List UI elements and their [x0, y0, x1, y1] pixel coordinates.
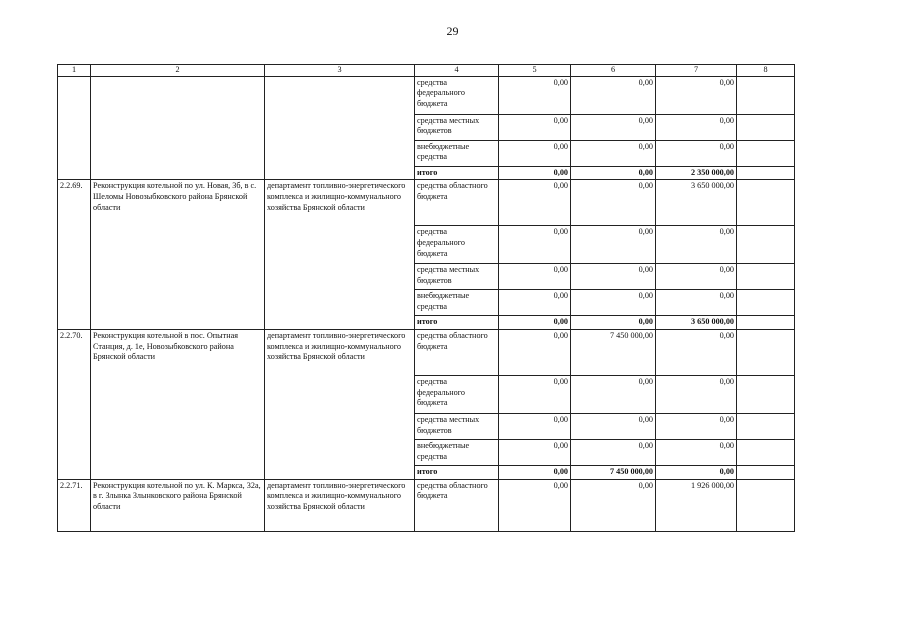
project-executor: департамент топливно-энергетического комплекса и жилищно-коммунального хозяйства Брянской области — [265, 479, 415, 531]
funding-source: средства местных бюджетов — [415, 264, 499, 290]
funding-source: средства областного бюджета — [415, 329, 499, 375]
value-col8 — [737, 479, 795, 531]
project-number: 2.2.69. — [58, 180, 91, 330]
value-col6: 0,00 — [571, 166, 656, 180]
value-col7: 3 650 000,00 — [656, 316, 737, 330]
funding-source: средства местных бюджетов — [415, 413, 499, 439]
value-col5: 0,00 — [499, 375, 571, 413]
value-col7: 0,00 — [656, 290, 737, 316]
project-executor: департамент топливно-энергетического комплекса и жилищно-коммунального хозяйства Брянской области — [265, 180, 415, 330]
header-cell: 5 — [499, 65, 571, 77]
funding-source: средства федерального бюджета — [415, 226, 499, 264]
value-col7: 0,00 — [656, 114, 737, 140]
value-col8 — [737, 226, 795, 264]
value-col8 — [737, 76, 795, 114]
value-col5: 0,00 — [499, 114, 571, 140]
funding-source: внебюджетные средства — [415, 290, 499, 316]
value-col6: 7 450 000,00 — [571, 329, 656, 375]
value-col6: 0,00 — [571, 140, 656, 166]
funding-source: средства местных бюджетов — [415, 114, 499, 140]
value-col7: 0,00 — [656, 465, 737, 479]
value-col8 — [737, 413, 795, 439]
value-col7: 0,00 — [656, 439, 737, 465]
value-col5: 0,00 — [499, 439, 571, 465]
value-col6: 0,00 — [571, 290, 656, 316]
value-col6: 0,00 — [571, 439, 656, 465]
header-cell: 2 — [91, 65, 265, 77]
value-col8 — [737, 439, 795, 465]
value-col8 — [737, 290, 795, 316]
value-col6: 7 450 000,00 — [571, 465, 656, 479]
funding-source: итого — [415, 316, 499, 330]
project-name: Реконструкция котельной по ул. Новая, 3б, в с. Шеломы Новозыбковского района Брянской области — [91, 180, 265, 330]
page-number: 29 — [446, 24, 459, 38]
table-row — [58, 76, 795, 114]
funding-source: итого — [415, 465, 499, 479]
budget-table — [57, 64, 795, 532]
value-col6: 0,00 — [571, 76, 656, 114]
value-col8 — [737, 316, 795, 330]
value-col6: 0,00 — [571, 479, 656, 531]
table-row — [58, 329, 795, 375]
header-row — [58, 65, 795, 77]
value-col7: 2 350 000,00 — [656, 166, 737, 180]
value-col6: 0,00 — [571, 264, 656, 290]
funding-source: средства областного бюджета — [415, 180, 499, 226]
value-col7: 0,00 — [656, 375, 737, 413]
value-col8 — [737, 264, 795, 290]
value-col5: 0,00 — [499, 329, 571, 375]
header-cell: 6 — [571, 65, 656, 77]
value-col5: 0,00 — [499, 166, 571, 180]
funding-source: внебюджетные средства — [415, 140, 499, 166]
value-col8 — [737, 180, 795, 226]
value-col5: 0,00 — [499, 316, 571, 330]
value-col6: 0,00 — [571, 180, 656, 226]
value-col8 — [737, 140, 795, 166]
value-col5: 0,00 — [499, 465, 571, 479]
value-col5: 0,00 — [499, 413, 571, 439]
funding-source: средства областного бюджета — [415, 479, 499, 531]
project-name — [91, 76, 265, 180]
value-col6: 0,00 — [571, 413, 656, 439]
value-col7: 0,00 — [656, 140, 737, 166]
value-col5: 0,00 — [499, 140, 571, 166]
value-col7: 0,00 — [656, 226, 737, 264]
project-number: 2.2.71. — [58, 479, 91, 531]
funding-source: итого — [415, 166, 499, 180]
header-cell: 8 — [737, 65, 795, 77]
header-cell: 1 — [58, 65, 91, 77]
value-col7: 0,00 — [656, 413, 737, 439]
project-name: Реконструкция котельной в пос. Опытная Станция, д. 1е, Новозыбковского района Брянской области — [91, 329, 265, 479]
funding-source: внебюджетные средства — [415, 439, 499, 465]
value-col7: 0,00 — [656, 76, 737, 114]
project-number — [58, 76, 91, 180]
value-col6: 0,00 — [571, 375, 656, 413]
value-col8 — [737, 465, 795, 479]
value-col5: 0,00 — [499, 226, 571, 264]
project-name: Реконструкция котельной по ул. К. Маркса, 32а, в г. Злынка Злынковского района Брянской области — [91, 479, 265, 531]
value-col7: 1 926 000,00 — [656, 479, 737, 531]
header-cell: 7 — [656, 65, 737, 77]
value-col6: 0,00 — [571, 114, 656, 140]
funding-source: средства федерального бюджета — [415, 375, 499, 413]
value-col8 — [737, 114, 795, 140]
value-col5: 0,00 — [499, 180, 571, 226]
value-col6: 0,00 — [571, 226, 656, 264]
project-executor — [265, 76, 415, 180]
header-cell: 4 — [415, 65, 499, 77]
funding-source: средства федерального бюджета — [415, 76, 499, 114]
project-number: 2.2.70. — [58, 329, 91, 479]
value-col7: 3 650 000,00 — [656, 180, 737, 226]
value-col5: 0,00 — [499, 290, 571, 316]
project-executor: департамент топливно-энергетического комплекса и жилищно-коммунального хозяйства Брянской области — [265, 329, 415, 479]
table-row — [58, 479, 795, 531]
value-col7: 0,00 — [656, 264, 737, 290]
table-row — [58, 180, 795, 226]
value-col5: 0,00 — [499, 479, 571, 531]
value-col5: 0,00 — [499, 76, 571, 114]
value-col6: 0,00 — [571, 316, 656, 330]
value-col5: 0,00 — [499, 264, 571, 290]
value-col8 — [737, 166, 795, 180]
header-cell: 3 — [265, 65, 415, 77]
value-col7: 0,00 — [656, 329, 737, 375]
value-col8 — [737, 375, 795, 413]
value-col8 — [737, 329, 795, 375]
